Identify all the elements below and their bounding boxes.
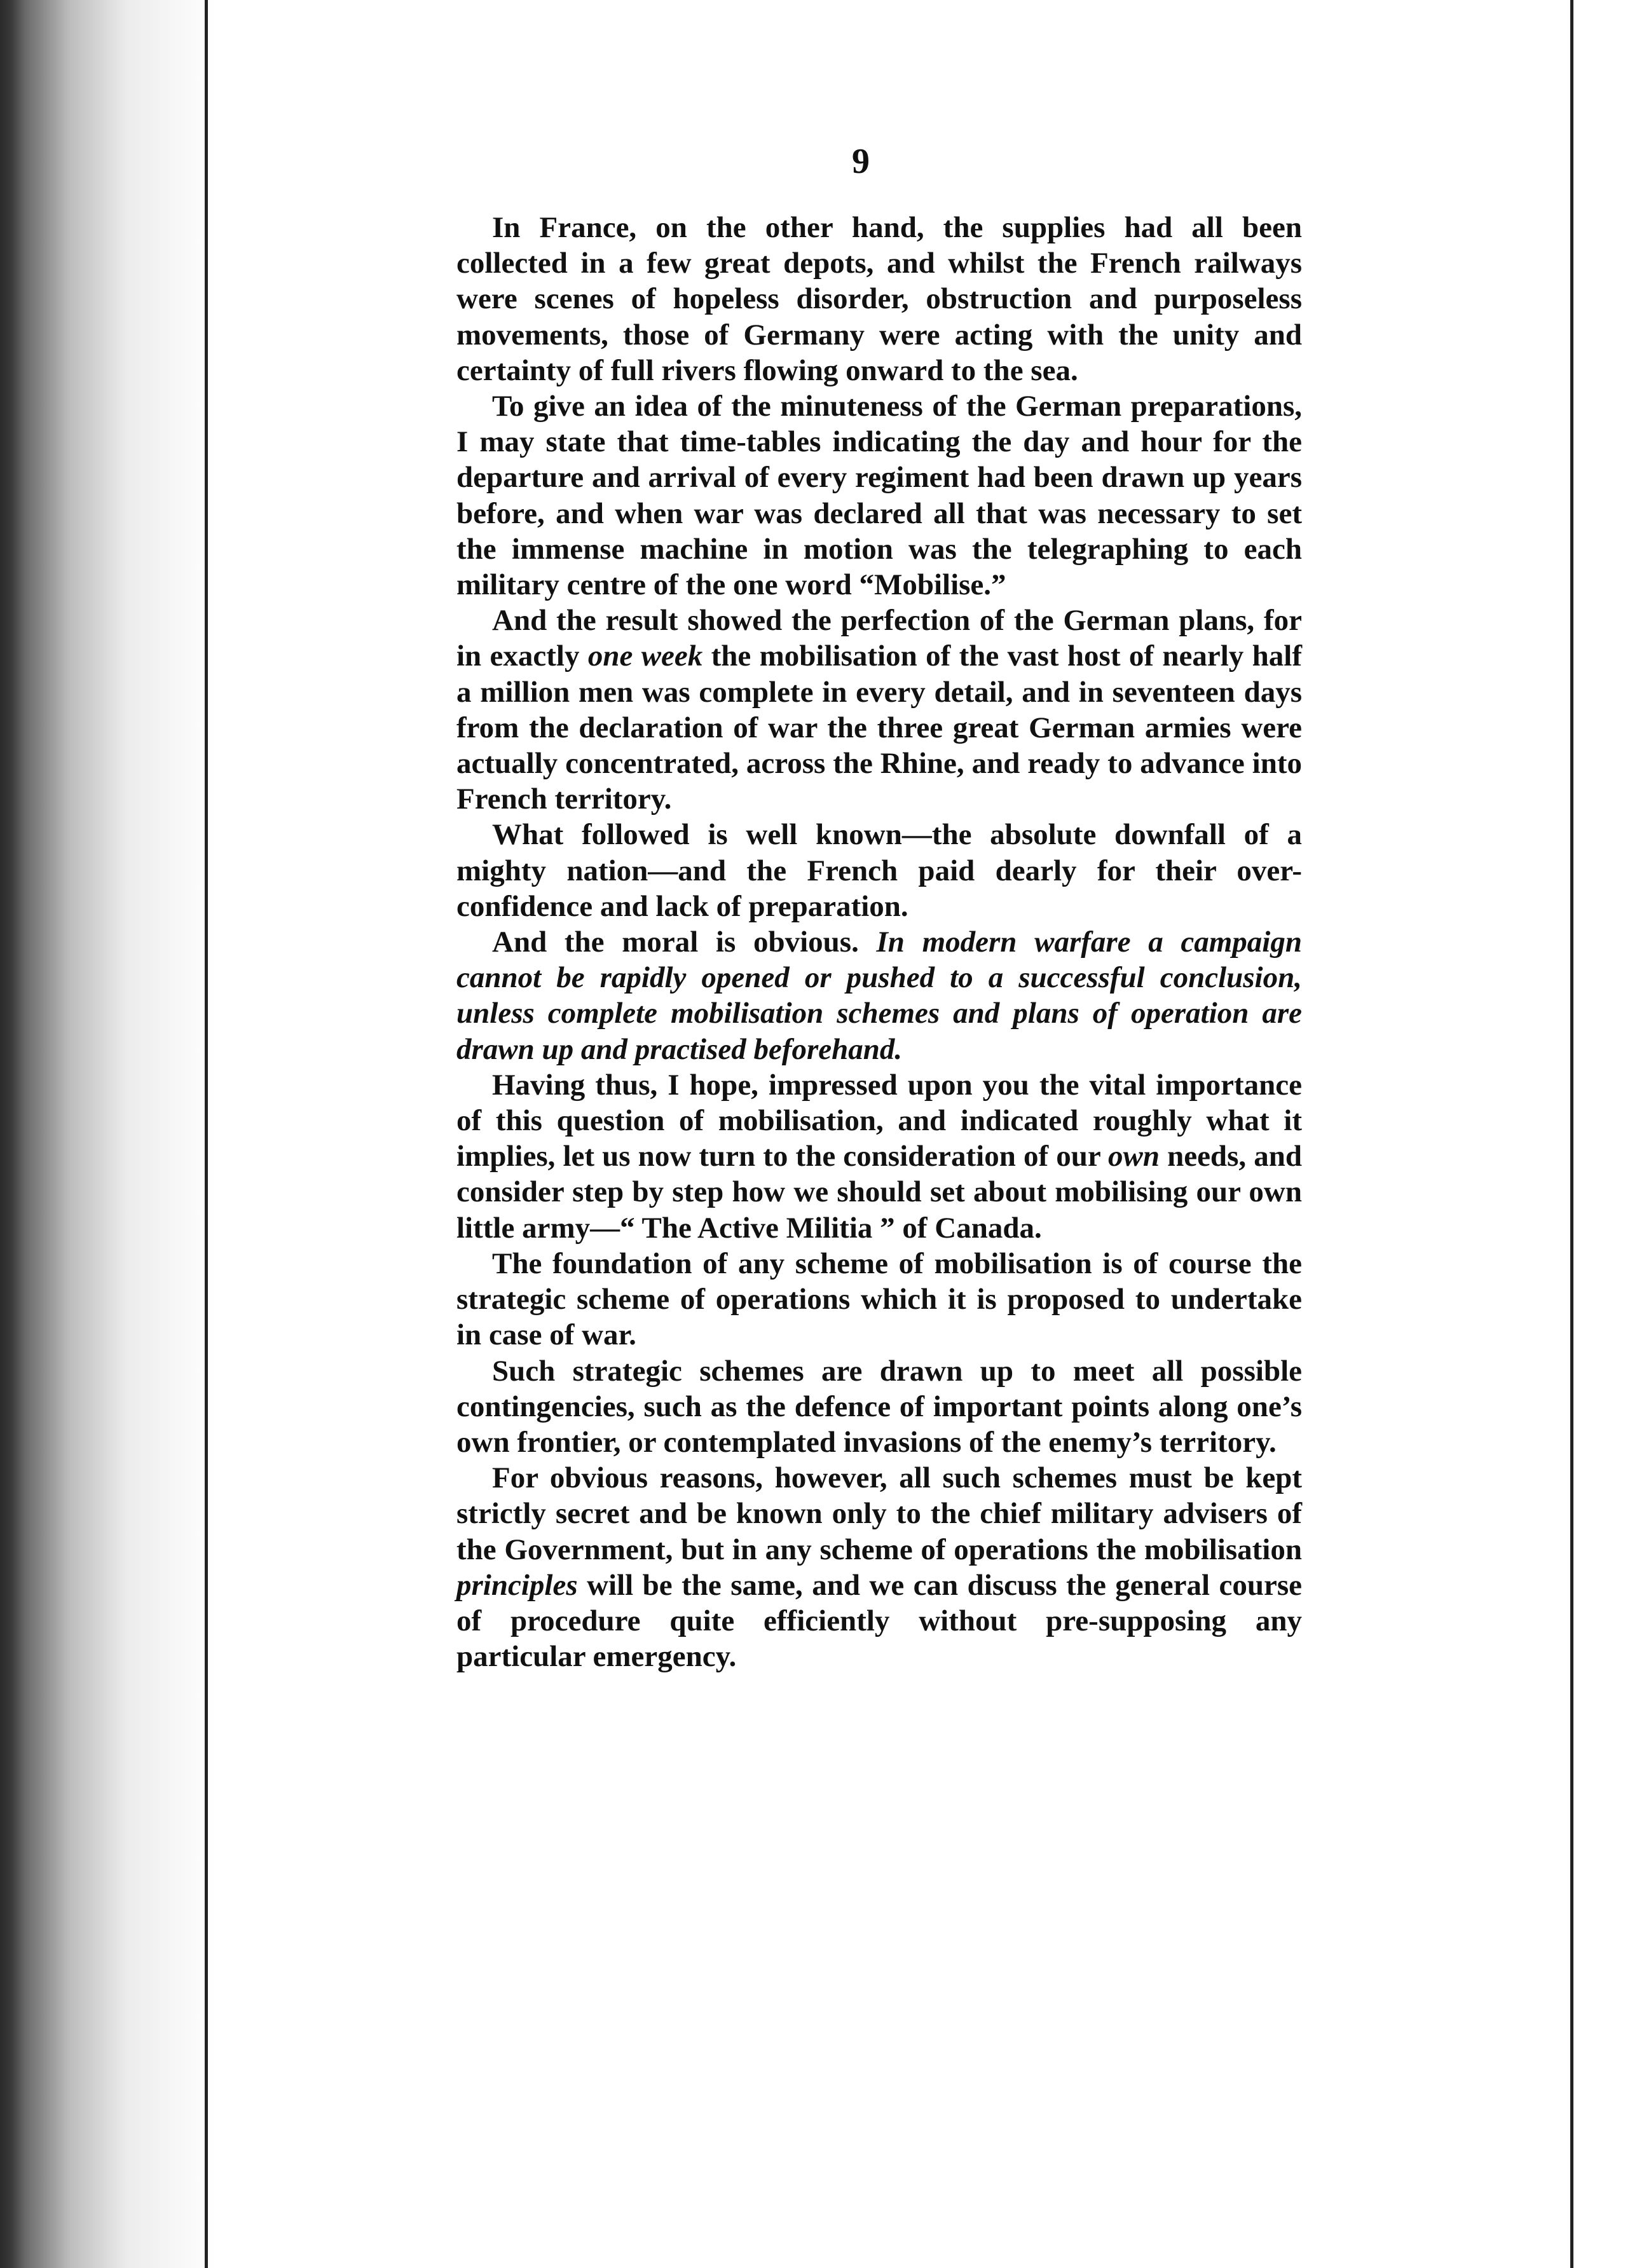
paragraph (456, 924, 1302, 1067)
italic-text: principles (456, 1568, 578, 1602)
italic-text: own (1107, 1140, 1160, 1173)
text-run: The foundation of any scheme of mobilisation is of course the strategic scheme of operations which it is proposed to undertake in case of war. (456, 1247, 1302, 1352)
page-left-edge (205, 0, 208, 2268)
paragraph (456, 1353, 1302, 1461)
body-text (456, 210, 1302, 1674)
text-run: For obvious reasons, however, all such schemes must be kept strictly secret and be known only to the chief military advisers of the Government, but in any scheme of operations the mobilisation (456, 1461, 1302, 1566)
page-number: 9 (852, 142, 870, 181)
text-run: Having thus, I hope, impressed upon you the vital importance of this question of mobilisation, and indicated roughly what it implies, let us now turn to the consideration of our (456, 1068, 1302, 1173)
paragraph (456, 1460, 1302, 1674)
paragraph (456, 603, 1302, 817)
book-binding-shadow (0, 0, 216, 2268)
paragraph (456, 1246, 1302, 1353)
italic-text: one week (587, 639, 703, 673)
text-run: In France, on the other hand, the supplies had all been collected in a few great depots, and whilst the French railways were scenes of hopeless disorder, obstruction and purposeless movements, those of Germany were acting with the unity and certainty of full rivers flowing onward to the sea. (456, 211, 1302, 387)
italic-text: In modern warfare a campaign cannot be rapidly opened or pushed to a successful conclusion, unless complete mobilisation schemes and plans of operation are drawn up and practised beforehand. (456, 926, 1302, 1066)
text-run: will be the same, and we can discuss the general course of procedure quite efficiently without pre-supposing any particular emergency. (456, 1568, 1302, 1674)
paragraph (456, 817, 1302, 924)
text-run: And the moral is obvious. (492, 926, 877, 959)
text-run: the mobilisation of the vast host of nearly half a million men was complete in every detail, and in seventeen days from the declaration of war the three great German armies were actually concentrated, across the Rhine, and ready to advance into French territory. (456, 639, 1302, 816)
text-run: What followed is well known—the absolute downfall of a mighty nation—and the French paid dearly for their over-confidence and lack of preparation. (456, 818, 1302, 923)
text-run: needs, and consider step by step how we should set about mobilising our own little army—“ The Active Militia ” of Canada. (456, 1140, 1302, 1245)
paragraph (456, 1067, 1302, 1246)
paragraph (456, 210, 1302, 388)
text-run: And the result showed the perfection of the German plans, for in exactly (456, 604, 1302, 673)
text-run: To give an idea of the minuteness of the German preparations, I may state that time-tables indicating the day and hour for the departure and arrival of every regiment had been drawn up years before, and when war was declared all that was necessary to set the immense machine in motion was the telegraphing to each military centre of the one word “Mobilise.” (456, 390, 1302, 602)
text-run: Such strategic schemes are drawn up to meet all possible contingencies, such as the defence of important points along one’s own frontier, or contemplated invasions of the enemy’s territory. (456, 1354, 1302, 1459)
page-right-edge (1570, 0, 1573, 2268)
paragraph (456, 388, 1302, 603)
